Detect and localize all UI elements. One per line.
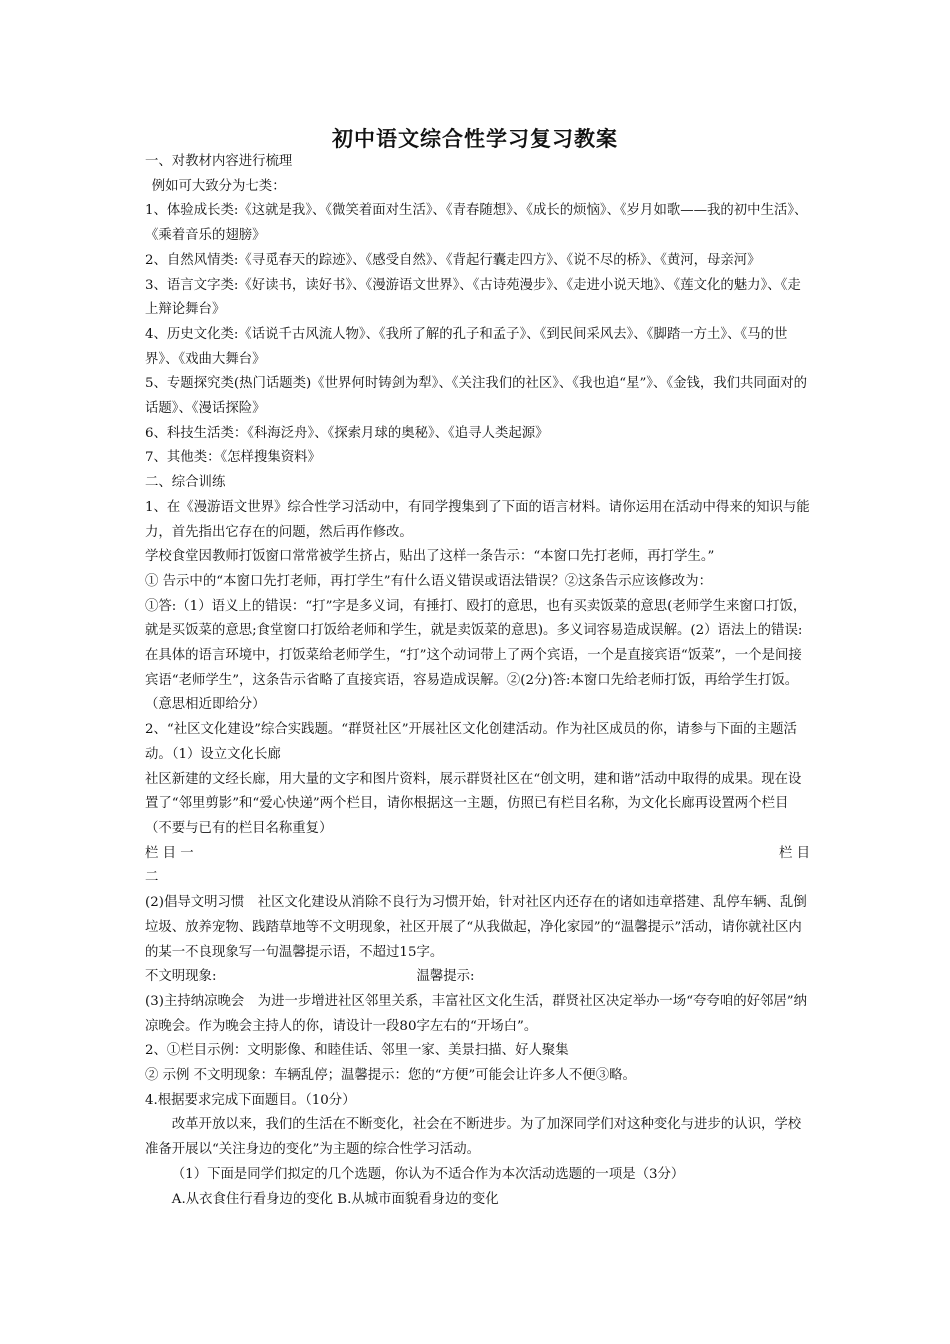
paragraph: 2、“社区文化建设”综合实践题。“群贤社区”开展社区文化创建活动。作为社区成员的你，请参与下面的主题活动。（1）设立文化长廊	[145, 722, 797, 762]
category-item: 1、体验成长类:《这就是我》、《微笑着面对生活》、《青春随想》、《成长的烦恼》、《岁月如歌——我的初中生活》、《乘着音乐的翅膀》	[145, 203, 808, 244]
paragraph: 例如可大致分为七类：	[151, 178, 286, 194]
answer-paragraph: ①答:（1）语义上的错误：“打”字是多义词，有捶打、殴打的意思，也有买卖饭菜的意思(老师学生来窗口打饭，就是买饭菜的意思;食堂窗口打饭给老师和学生，就是卖饭菜的意思)。多义词容易造成误解。(2）语法上的错误:在具体的语言环境中，打饭菜给老师学生，“打”这个动词带上了两个宾语，一个是直接宾语“饭菜”，一个是间接宾语“老师学生”，这条告示省略了直接宾语，容易造成误解。②(2分)答:本窗口先给老师打饭，再给学生打饭。（意思相近即给分）	[145, 598, 807, 713]
options-line: A.从衣食住行看身边的变化 B.从城市面貌看身边的变化	[171, 1191, 499, 1207]
answer-paragraph: 2、①栏目示例：文明影像、和睦佳话、邻里一家、美景扫描、好人聚集	[145, 1043, 569, 1059]
paragraph: 社区新建的文经长廊，用大量的文字和图片资料，展示群贤社区在“创文明，建和谐”活动中取得的成果。现在设置了“邻里剪影”和“爱心快递”两个栏目，请你根据这一主题，仿照已有栏目名称，为文化长廊再设置两个栏目（不要与已有的栏目名称重复）	[145, 771, 802, 836]
paragraph: (3)主持纳凉晚会 为进一步增进社区邻里关系，丰富社区文化生活，群贤社区决定举办一场“夸夸咱的好邻居”纳凉晚会。作为晚会主持人的你，请设计一段80字左右的“开场白”。	[145, 993, 808, 1034]
answer-paragraph: ② 示例 不文明现象：车辆乱停；温馨提示：您的“方便”可能会让许多人不便③略。	[145, 1068, 636, 1084]
paragraph: 改革开放以来，我们的生活在不断变化，社会在不断进步。为了加深同学们对这种变化与进步的认识，学校准备开展以“关注身边的变化”为主题的综合性学习活动。	[145, 1117, 802, 1158]
fill-row	[145, 965, 810, 990]
category-item: 6、科技生活类：《科海泛舟》、《探索月球的奥秘》、《追寻人类起源》	[145, 425, 549, 441]
category-item: 2、自然风情类:《寻觅春天的踪迹》、《感受自然》、《背起行囊走四方》、《说不尽的桥》、《黄河，母亲河》	[145, 252, 761, 268]
paragraph: ① 告示中的“本窗口先打老师，再打学生”有什么语义错误或语法错误？②这条告示应该修改为：	[145, 573, 712, 589]
document-title: 初中语文综合性学习复习教案	[332, 126, 618, 151]
column-fill-row	[145, 842, 810, 867]
question-heading: 4.根据要求完成下面题目。（10分）	[145, 1092, 356, 1108]
paragraph: （1）下面是同学们拟定的几个选题，你认为不适合作为本次活动选题的一项是（3分）	[171, 1166, 685, 1182]
uncivil-label: 不文明现象:	[145, 969, 217, 985]
paragraph: (2)倡导文明习惯 社区文化建设从消除不良行为习惯开始，针对社区内还存在的诸如违章搭建、乱停车辆、乱倒垃圾、放养宠物、践踏草地等不文明现象，社区开展了“从我做起，净化家园”的“温馨提示”活动，请你就社区内的某一不良现象写一句温馨提示语，不超过15字。	[145, 895, 807, 960]
category-item: 3、语言文字类:《好读书，读好书》、《漫游语文世界》、《古诗苑漫步》、《走进小说天地》、《莲文化的魅力》、《走上辩论舞台》	[145, 277, 801, 318]
paragraph: 1、在《漫游语文世界》综合性学习活动中，有同学搜集到了下面的语言材料。请你运用在活动中得来的知识与能力，首先指出它存在的问题，然后再作修改。	[145, 499, 810, 540]
column-two-label: 栏 目	[778, 845, 810, 861]
column-one-label: 栏 目 一	[145, 845, 194, 861]
category-item: 4、历史文化类:《话说千古风流人物》、《我所了解的孔子和孟子》、《到民间采风去》、《脚踏一方土》、《马的世界》、《戏曲大舞台》	[145, 326, 788, 367]
category-item: 7、其他类：《怎样搜集资料》	[145, 450, 321, 466]
section-heading: 二、综合训练	[145, 475, 226, 491]
section-heading: 一、对教材内容进行梳理	[145, 154, 293, 169]
column-two-label-wrap: 二	[145, 870, 159, 886]
document-body	[145, 150, 810, 1212]
reminder-label: 温馨提示:	[416, 969, 475, 985]
category-item: 5、专题探究类(热门话题类)《世界何时铸剑为犁》、《关注我们的社区》、《我也追“星”》、《金钱，我们共同面对的话题》、《漫话探险》	[145, 376, 807, 417]
paragraph: 学校食堂因教师打饭窗口常常被学生挤占，贴出了这样一条告示：“本窗口先打老师，再打学生。”	[145, 549, 715, 565]
